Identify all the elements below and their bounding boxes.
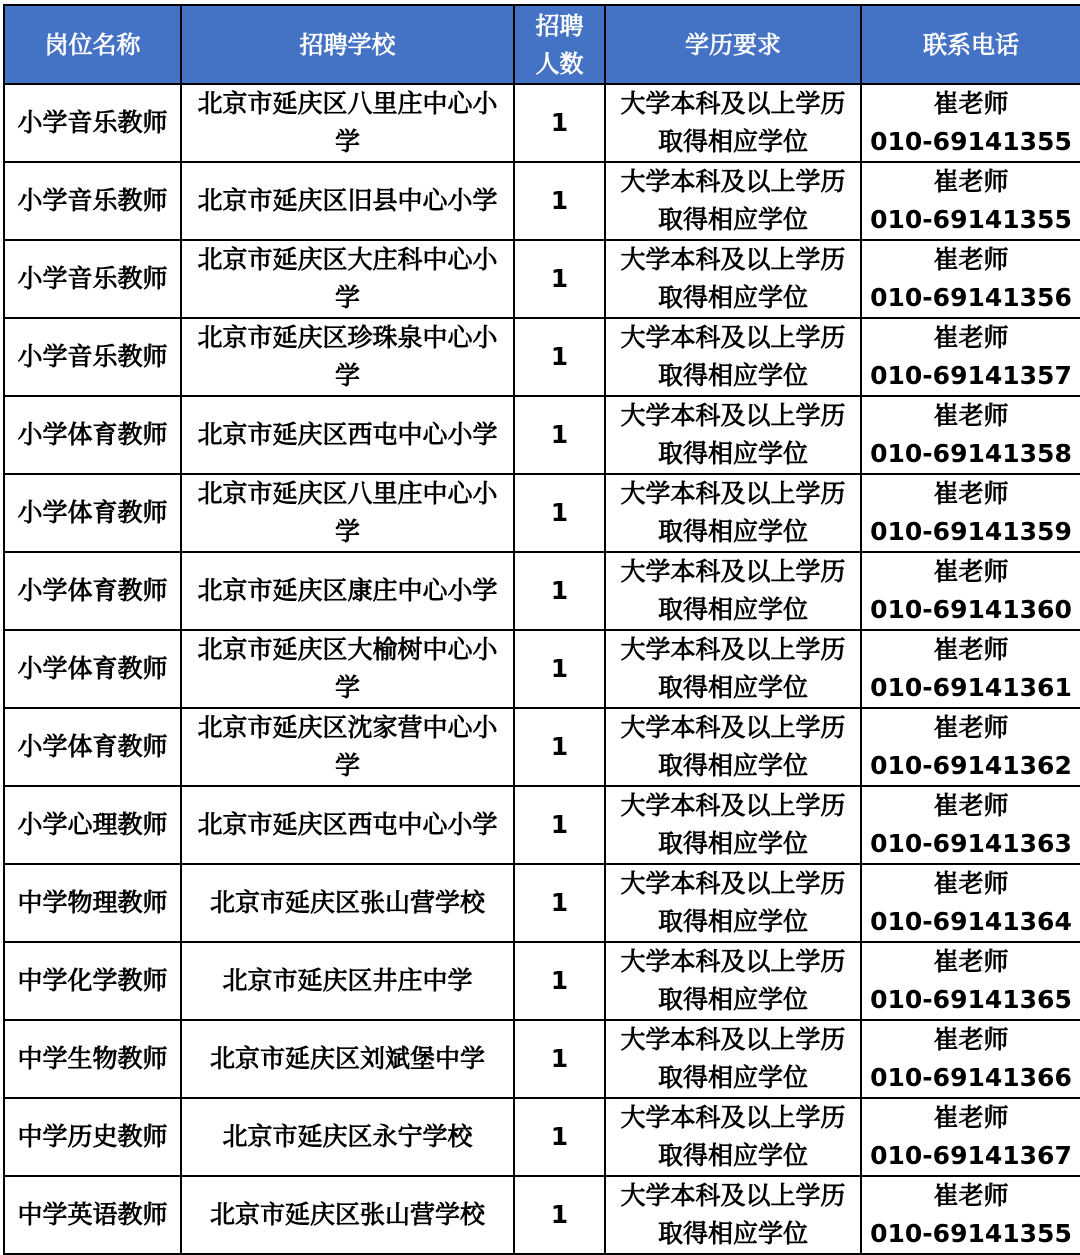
count-cell: 1 — [514, 1020, 605, 1098]
table-row — [4, 552, 1080, 630]
education-cell — [605, 84, 861, 162]
school-cell: 北京市延庆区张山营学校 — [181, 1176, 514, 1254]
education-line2: 取得相应学位 — [657, 205, 808, 234]
school-cell: 北京市延庆区康庄中心小学 — [181, 552, 514, 630]
header-school: 招聘学校 — [181, 5, 514, 84]
school-cell: 北京市延庆区大榆树中心小学 — [181, 630, 514, 708]
education-line2: 取得相应学位 — [657, 595, 808, 624]
education-line1: 大学本科及以上学历 — [620, 1181, 846, 1210]
position-cell: 小学体育教师 — [4, 396, 181, 474]
header-row — [4, 5, 1080, 84]
education-cell — [605, 396, 861, 474]
education-line1: 大学本科及以上学历 — [620, 401, 846, 430]
education-line2: 取得相应学位 — [657, 673, 808, 702]
contact-phone: 010-69141355 — [870, 1219, 1072, 1248]
education-line2: 取得相应学位 — [657, 127, 808, 156]
contact-phone: 010-69141359 — [870, 517, 1072, 546]
contact-phone: 010-69141355 — [870, 127, 1072, 156]
education-line1: 大学本科及以上学历 — [620, 167, 846, 196]
education-line1: 大学本科及以上学历 — [620, 713, 846, 742]
count-cell: 1 — [514, 864, 605, 942]
contact-name: 崔老师 — [933, 167, 1009, 196]
school-cell: 北京市延庆区井庄中学 — [181, 942, 514, 1020]
contact-cell — [861, 318, 1080, 396]
education-cell — [605, 474, 861, 552]
count-cell: 1 — [514, 162, 605, 240]
education-cell — [605, 630, 861, 708]
position-cell: 小学体育教师 — [4, 552, 181, 630]
contact-cell — [861, 630, 1080, 708]
position-cell: 小学音乐教师 — [4, 240, 181, 318]
table-row — [4, 1098, 1080, 1176]
contact-phone: 010-69141357 — [870, 361, 1072, 390]
education-line2: 取得相应学位 — [657, 283, 808, 312]
count-cell: 1 — [514, 318, 605, 396]
education-cell — [605, 318, 861, 396]
count-cell: 1 — [514, 552, 605, 630]
header-count-line1: 招聘 — [535, 11, 584, 40]
position-cell: 中学历史教师 — [4, 1098, 181, 1176]
school-cell: 北京市延庆区西屯中心小学 — [181, 396, 514, 474]
education-line2: 取得相应学位 — [657, 1141, 808, 1170]
contact-name: 崔老师 — [933, 713, 1009, 742]
education-cell — [605, 1176, 861, 1254]
contact-phone: 010-69141363 — [870, 829, 1072, 858]
education-line2: 取得相应学位 — [657, 907, 808, 936]
contact-phone: 010-69141358 — [870, 439, 1072, 468]
school-cell: 北京市延庆区旧县中心小学 — [181, 162, 514, 240]
table-row — [4, 942, 1080, 1020]
position-cell: 小学音乐教师 — [4, 162, 181, 240]
school-cell: 北京市延庆区八里庄中心小学 — [181, 84, 514, 162]
contact-name: 崔老师 — [933, 947, 1009, 976]
education-cell — [605, 552, 861, 630]
contact-cell — [861, 84, 1080, 162]
count-cell: 1 — [514, 84, 605, 162]
count-cell: 1 — [514, 240, 605, 318]
table-row — [4, 786, 1080, 864]
education-line1: 大学本科及以上学历 — [620, 1025, 846, 1054]
education-line2: 取得相应学位 — [657, 517, 808, 546]
table-body — [4, 84, 1080, 1254]
header-position: 岗位名称 — [4, 5, 181, 84]
table-row — [4, 708, 1080, 786]
education-cell — [605, 1098, 861, 1176]
table-row — [4, 162, 1080, 240]
count-cell: 1 — [514, 630, 605, 708]
education-line1: 大学本科及以上学历 — [620, 947, 846, 976]
contact-name: 崔老师 — [933, 1181, 1009, 1210]
contact-name: 崔老师 — [933, 323, 1009, 352]
education-line2: 取得相应学位 — [657, 361, 808, 390]
position-cell: 小学体育教师 — [4, 708, 181, 786]
education-line1: 大学本科及以上学历 — [620, 1103, 846, 1132]
education-cell — [605, 1020, 861, 1098]
count-cell: 1 — [514, 1176, 605, 1254]
position-cell: 小学音乐教师 — [4, 84, 181, 162]
contact-cell — [861, 1020, 1080, 1098]
contact-phone: 010-69141366 — [870, 1063, 1072, 1092]
education-line2: 取得相应学位 — [657, 985, 808, 1014]
count-cell: 1 — [514, 396, 605, 474]
contact-cell — [861, 552, 1080, 630]
school-cell: 北京市延庆区刘斌堡中学 — [181, 1020, 514, 1098]
table-row — [4, 1020, 1080, 1098]
contact-cell — [861, 240, 1080, 318]
table-row — [4, 396, 1080, 474]
school-cell: 北京市延庆区西屯中心小学 — [181, 786, 514, 864]
table-row — [4, 84, 1080, 162]
contact-cell — [861, 708, 1080, 786]
header-contact: 联系电话 — [861, 5, 1080, 84]
count-cell: 1 — [514, 474, 605, 552]
header-education: 学历要求 — [605, 5, 861, 84]
school-cell: 北京市延庆区珍珠泉中心小学 — [181, 318, 514, 396]
contact-phone: 010-69141365 — [870, 985, 1072, 1014]
contact-phone: 010-69141360 — [870, 595, 1072, 624]
table-row — [4, 1176, 1080, 1254]
contact-cell — [861, 396, 1080, 474]
contact-name: 崔老师 — [933, 1103, 1009, 1132]
contact-cell — [861, 1176, 1080, 1254]
header-count — [514, 5, 605, 84]
table-header — [4, 5, 1080, 84]
education-line2: 取得相应学位 — [657, 751, 808, 780]
position-cell: 小学体育教师 — [4, 474, 181, 552]
header-count-line2: 人数 — [535, 49, 584, 78]
position-cell: 中学化学教师 — [4, 942, 181, 1020]
school-cell: 北京市延庆区大庄科中心小学 — [181, 240, 514, 318]
contact-phone: 010-69141362 — [870, 751, 1072, 780]
contact-name: 崔老师 — [933, 869, 1009, 898]
count-cell: 1 — [514, 786, 605, 864]
education-line1: 大学本科及以上学历 — [620, 869, 846, 898]
table-row — [4, 630, 1080, 708]
contact-phone: 010-69141367 — [870, 1141, 1072, 1170]
count-cell: 1 — [514, 1098, 605, 1176]
position-cell: 中学生物教师 — [4, 1020, 181, 1098]
education-cell — [605, 942, 861, 1020]
education-line2: 取得相应学位 — [657, 1219, 808, 1248]
education-cell — [605, 864, 861, 942]
contact-phone: 010-69141355 — [870, 205, 1072, 234]
recruitment-table — [3, 4, 1080, 1255]
education-line1: 大学本科及以上学历 — [620, 557, 846, 586]
school-cell: 北京市延庆区沈家营中心小学 — [181, 708, 514, 786]
education-line1: 大学本科及以上学历 — [620, 635, 846, 664]
contact-cell — [861, 786, 1080, 864]
table-row — [4, 474, 1080, 552]
education-cell — [605, 162, 861, 240]
education-line2: 取得相应学位 — [657, 829, 808, 858]
position-cell: 小学心理教师 — [4, 786, 181, 864]
school-cell: 北京市延庆区张山营学校 — [181, 864, 514, 942]
education-line2: 取得相应学位 — [657, 1063, 808, 1092]
education-line1: 大学本科及以上学历 — [620, 791, 846, 820]
contact-name: 崔老师 — [933, 245, 1009, 274]
contact-name: 崔老师 — [933, 791, 1009, 820]
education-cell — [605, 240, 861, 318]
contact-cell — [861, 942, 1080, 1020]
position-cell: 小学体育教师 — [4, 630, 181, 708]
contact-name: 崔老师 — [933, 401, 1009, 430]
contact-name: 崔老师 — [933, 557, 1009, 586]
contact-cell — [861, 1098, 1080, 1176]
education-line1: 大学本科及以上学历 — [620, 323, 846, 352]
education-line2: 取得相应学位 — [657, 439, 808, 468]
count-cell: 1 — [514, 708, 605, 786]
table-row — [4, 318, 1080, 396]
contact-name: 崔老师 — [933, 635, 1009, 664]
education-cell — [605, 708, 861, 786]
education-line1: 大学本科及以上学历 — [620, 245, 846, 274]
table-row — [4, 864, 1080, 942]
contact-name: 崔老师 — [933, 89, 1009, 118]
education-line1: 大学本科及以上学历 — [620, 479, 846, 508]
contact-name: 崔老师 — [933, 1025, 1009, 1054]
position-cell: 中学物理教师 — [4, 864, 181, 942]
contact-phone: 010-69141364 — [870, 907, 1072, 936]
count-cell: 1 — [514, 942, 605, 1020]
education-line1: 大学本科及以上学历 — [620, 89, 846, 118]
contact-cell — [861, 162, 1080, 240]
contact-phone: 010-69141356 — [870, 283, 1072, 312]
education-cell — [605, 786, 861, 864]
school-cell: 北京市延庆区八里庄中心小学 — [181, 474, 514, 552]
contact-phone: 010-69141361 — [870, 673, 1072, 702]
contact-cell — [861, 864, 1080, 942]
position-cell: 中学英语教师 — [4, 1176, 181, 1254]
contact-cell — [861, 474, 1080, 552]
school-cell: 北京市延庆区永宁学校 — [181, 1098, 514, 1176]
contact-name: 崔老师 — [933, 479, 1009, 508]
table-row — [4, 240, 1080, 318]
position-cell: 小学音乐教师 — [4, 318, 181, 396]
